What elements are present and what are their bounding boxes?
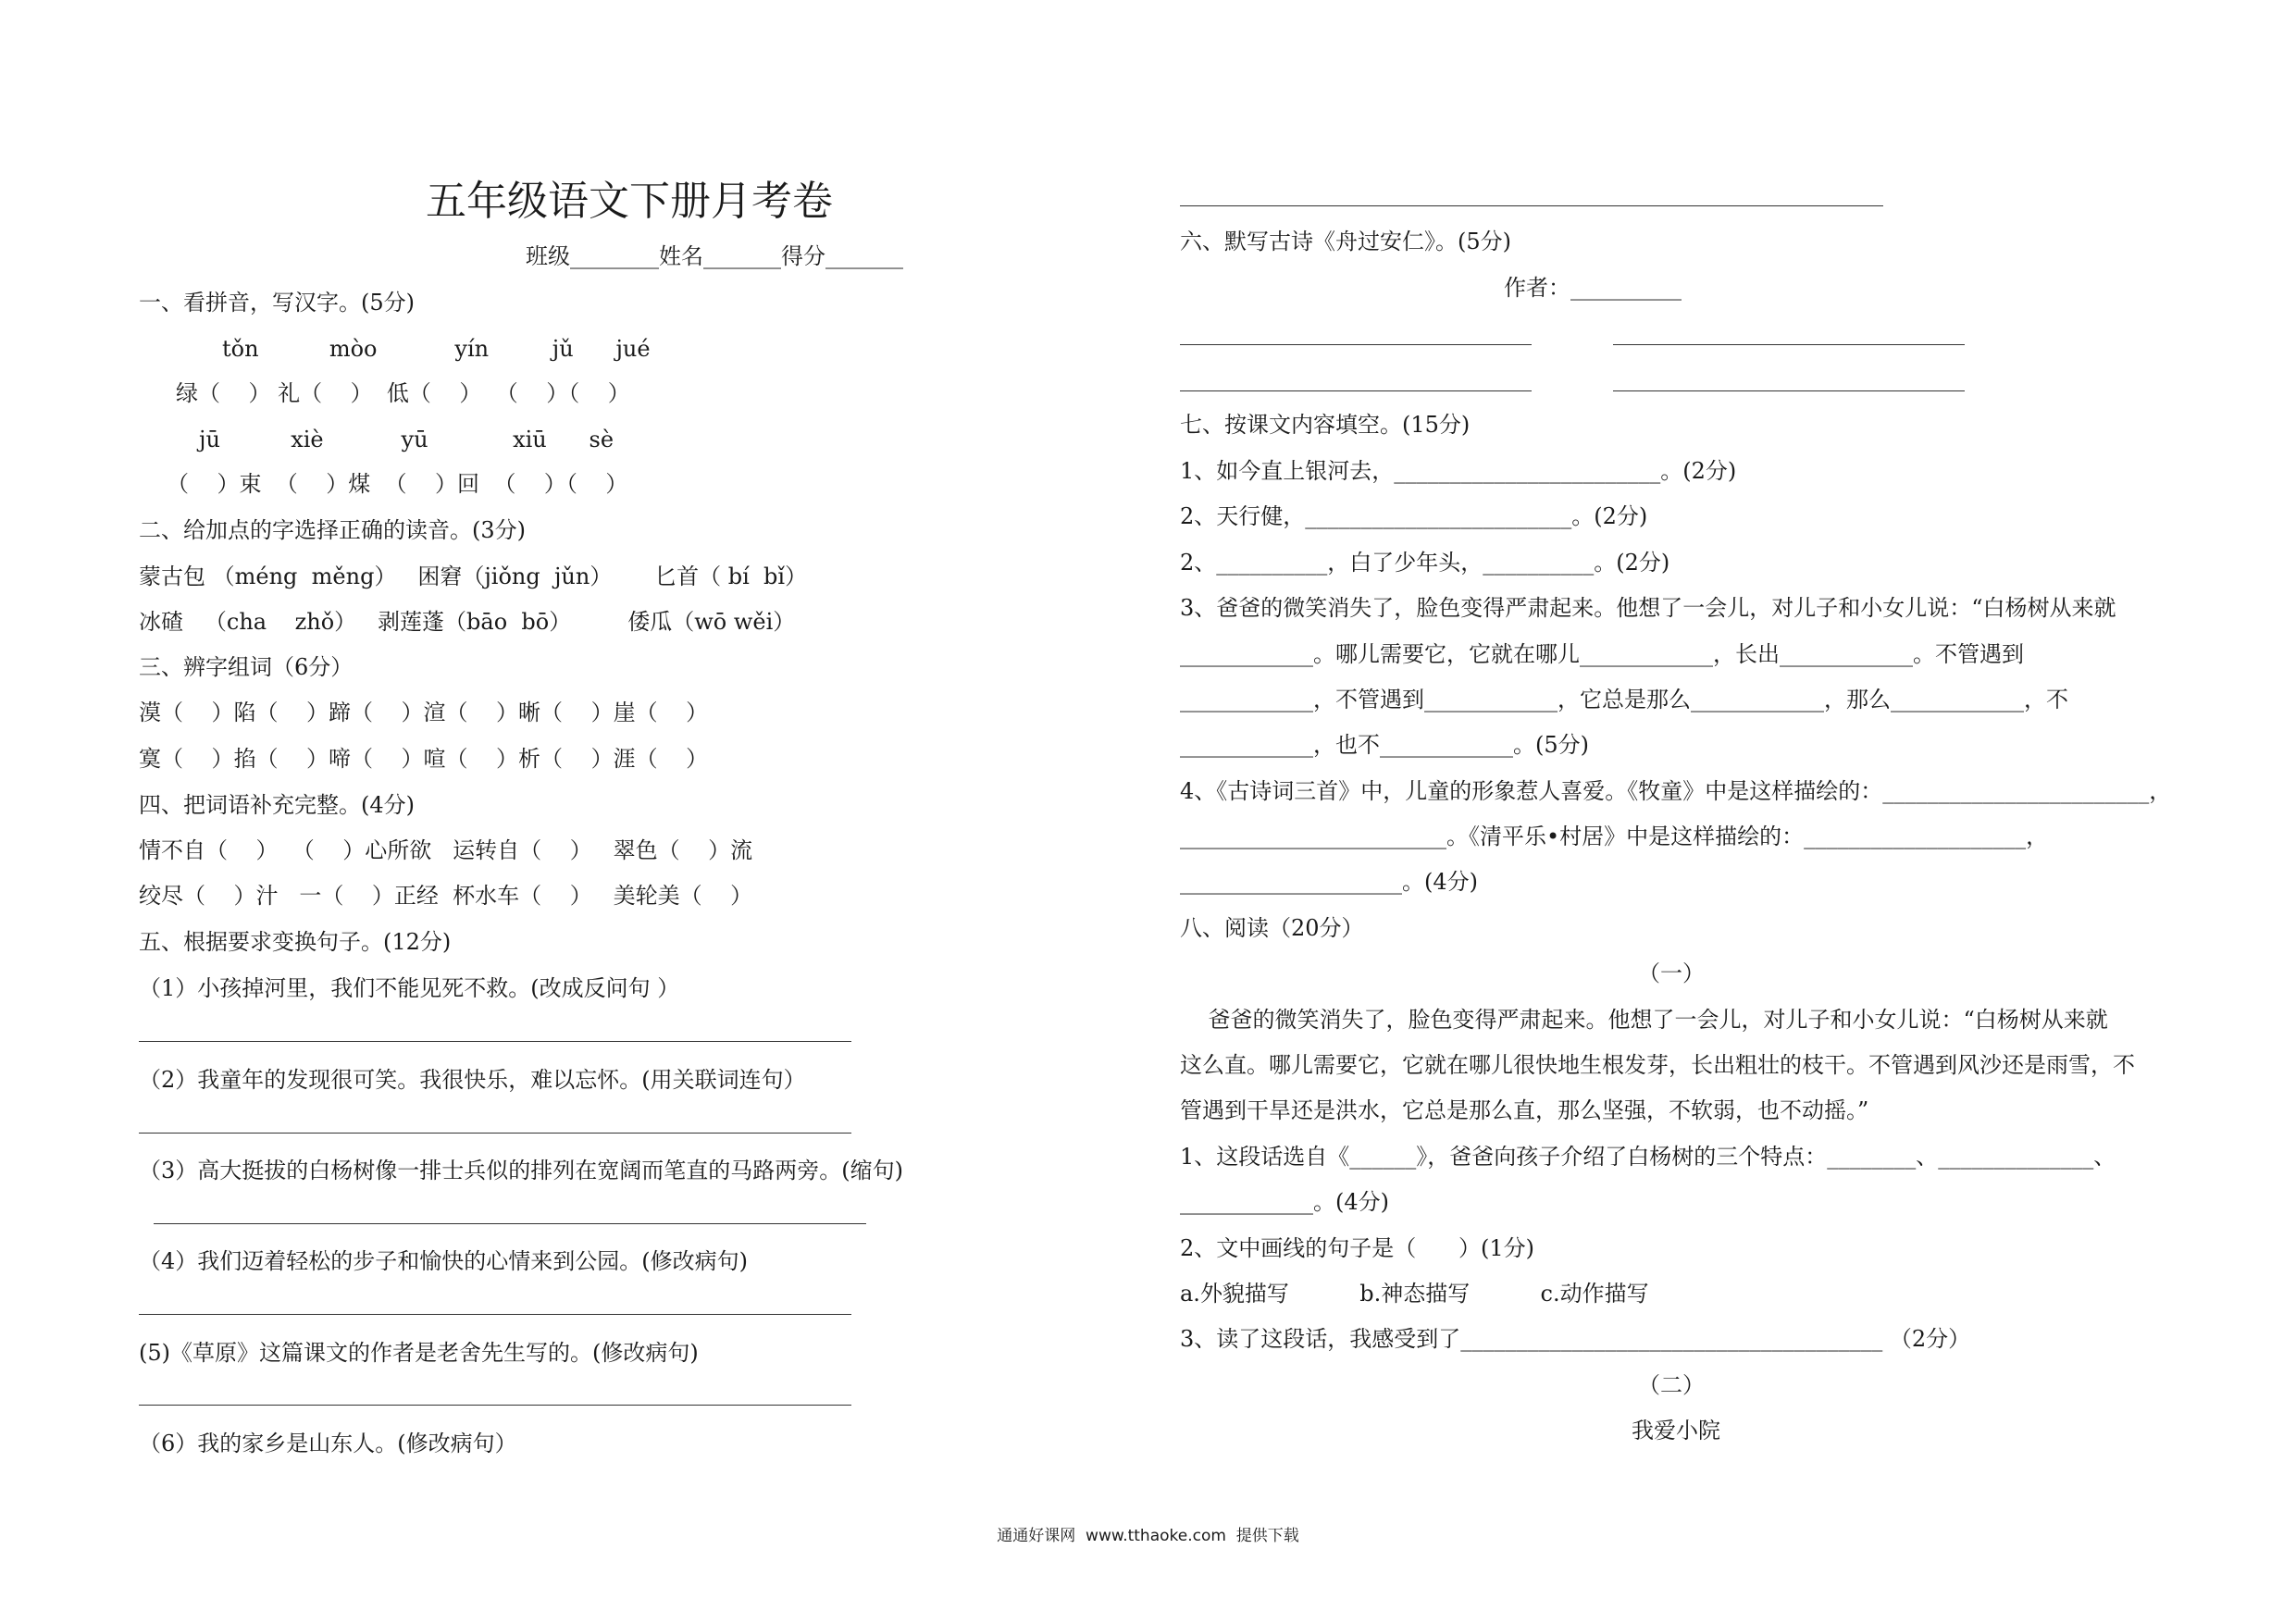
answer-line-5[interactable]: [139, 1405, 851, 1406]
fill-question-4-line-1: 3、爸爸的微笑消失了，脸色变得严肃起来。他想了一会儿，对儿子和小女儿说：“白杨树从来就: [1180, 595, 2116, 621]
fill-question-4-line-4: ____________，也不____________。(5分): [1180, 732, 1589, 758]
poem-line-2[interactable]: [1613, 344, 1965, 345]
section-2-heading: 二、给加点的字选择正确的读音。(3分): [139, 517, 526, 543]
sentence-question-6: （6）我的家乡是山东人。(修改病句）: [139, 1431, 517, 1456]
passage-1-line-3: 管遇到干旱还是洪水，它总是那么直，那么坚强，不软弱，也不动摇。”: [1180, 1097, 1869, 1123]
reading-row-2: 冰碴 （cha zhǒ） 剥莲蓬（bāo bō） 倭瓜（wō wěi）: [139, 609, 796, 635]
reading-question-2: 2、文中画线的句子是（ ）(1分): [1180, 1235, 1535, 1261]
fill-question-3: 2、__________，白了少年头，__________。(2分): [1180, 550, 1670, 576]
fill-question-5-line-3: ____________________。(4分): [1180, 869, 1478, 895]
page-title: 五年级语文下册月考卷: [426, 178, 833, 225]
sentence-question-3: （3）高大挺拔的白杨树像一排士兵似的排列在宽阔而笔直的马路两旁。(缩句): [139, 1158, 903, 1183]
hanzi-row-1: 绿（ ） 礼（ ） 低（ ） （ ）（ ）: [176, 380, 630, 406]
section-7-heading: 七、按课文内容填空。(15分): [1180, 412, 1471, 438]
poem-line-4[interactable]: [1613, 390, 1965, 391]
section-6-heading: 六、默写古诗《舟过安仁》。(5分): [1180, 229, 1511, 254]
reading-question-1-line-1: 1、这段话选自《______》，爸爸向孩子介绍了白杨树的三个特点：________、______________、: [1180, 1144, 2116, 1170]
answer-line-4[interactable]: [139, 1314, 851, 1315]
poem-line-1[interactable]: [1180, 344, 1532, 345]
word-group-row-2: 寞（ ）掐（ ）啼（ ）喧（ ）析（ ）涯（ ）: [139, 746, 709, 772]
pinyin-row-2: jū xiè yū xiū sè: [199, 427, 614, 452]
fill-question-5-line-2: ________________________。《清平乐•村居》中是这样描绘的：____________________，: [1180, 824, 2049, 849]
section-5-heading: 五、根据要求变换句子。(12分): [139, 929, 452, 955]
hanzi-row-2: （ ）束 （ ）煤 （ ）回 （ ）（ ）: [167, 471, 628, 497]
sentence-question-2: （2）我童年的发现很可笑。我很快乐，难以忘怀。(用关联词连句）: [139, 1067, 806, 1093]
answer-line-3[interactable]: [154, 1223, 866, 1224]
student-info-line: 班级________姓名_______得分_______: [526, 243, 903, 269]
sentence-question-5: (5)《草原》这篇课文的作者是老舍先生写的。(修改病句): [139, 1340, 699, 1366]
fill-question-2: 2、天行健，________________________。(2分): [1180, 503, 1648, 529]
fill-question-4-line-2: ____________。哪儿需要它，它就在哪儿____________，长出____________。不管遇到: [1180, 641, 2024, 667]
reading-question-2-options: a.外貌描写 b.神态描写 c.动作描写: [1180, 1281, 1649, 1307]
fill-question-1: 1、如今直上银河去，________________________。(2分): [1180, 458, 1737, 484]
poem-author-field[interactable]: 作者：__________: [1504, 275, 1682, 301]
section-4-heading: 四、把词语补充完整。(4分): [139, 792, 415, 818]
answer-line-2[interactable]: [139, 1133, 851, 1134]
answer-line-1[interactable]: [139, 1041, 851, 1042]
reading-question-1-line-2: ____________。(4分): [1180, 1189, 1389, 1215]
pinyin-row-1: tǒn mòo yín jǔ jué: [222, 336, 651, 362]
section-8-heading: 八、阅读（20分）: [1180, 915, 1364, 941]
footer-source-note: 通通好课网 www.tthaoke.com 提供下载: [997, 1527, 1299, 1545]
passage-2-title: 我爱小院: [1632, 1418, 1720, 1443]
reading-question-3: 3、读了这段话，我感受到了______________________________________ （2分）: [1180, 1326, 1971, 1352]
sentence-question-4: （4）我们迈着轻松的步子和愉快的心情来到公园。(修改病句): [139, 1248, 748, 1274]
word-group-row-1: 漠（ ）陷（ ）蹄（ ）渲（ ）晰（ ）崖（ ）: [139, 700, 709, 725]
sentence-question-1: （1）小孩掉河里，我们不能见死不救。(改成反问句 ）: [139, 975, 680, 1001]
continued-answer-line[interactable]: [1180, 205, 1883, 206]
passage-1-label: （一）: [1638, 960, 1705, 986]
idiom-row-1: 情不自（ ） （ ）心所欲 运转自（ ） 翠色（ ）流: [139, 837, 753, 863]
fill-question-4-line-3: ____________，不管遇到____________，它总是那么____________，那么____________，不: [1180, 687, 2068, 712]
reading-row-1: 蒙古包 （méng měng） 困窘（jiǒng jǔn） 匕首（ bí bǐ）: [139, 564, 808, 589]
poem-line-3[interactable]: [1180, 390, 1532, 391]
passage-1-line-1: 爸爸的微笑消失了，脸色变得严肃起来。他想了一会儿，对儿子和小女儿说：“白杨树从来就: [1180, 1007, 2108, 1033]
passage-2-label: （二）: [1638, 1372, 1705, 1398]
section-1-heading: 一、看拼音，写汉字。(5分): [139, 290, 415, 316]
passage-1-line-2: 这么直。哪儿需要它，它就在哪儿很快地生根发芽，长出粗壮的枝干。不管遇到风沙还是雨雪，不: [1180, 1052, 2135, 1078]
section-3-heading: 三、辨字组词（6分）: [139, 654, 354, 680]
idiom-row-2: 绞尽（ ）汁 一（ ）正经 杯水车（ ） 美轮美（ ）: [139, 883, 753, 909]
fill-question-5-line-1: 4、《古诗词三首》中，儿童的形象惹人喜爱。《牧童》中是这样描绘的：________________________，: [1180, 778, 2172, 804]
